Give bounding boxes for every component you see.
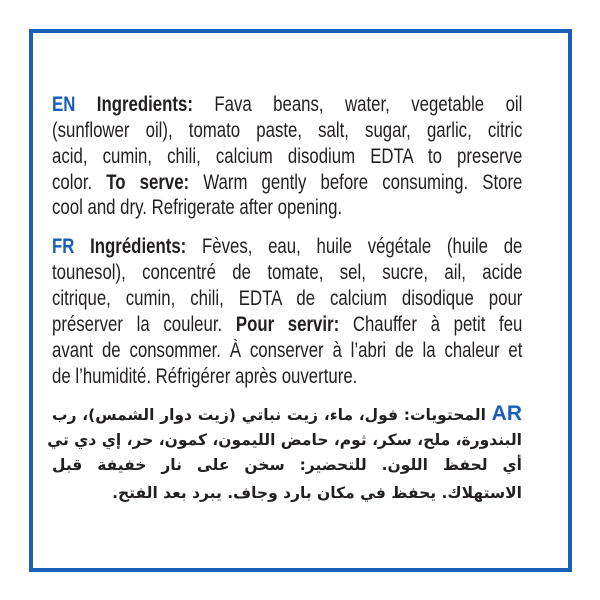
text-segment: préserver la couleur.: [52, 313, 236, 336]
text-segment: المحتويات: فول، ماء، زيت نباتي (زيت دوار الشمس)، رب: [52, 406, 486, 424]
fr-text-line: [52, 260, 522, 286]
section-heading: Ingrédients:: [90, 235, 187, 258]
fr-text-line: [52, 364, 522, 390]
section-heading: Pour servir:: [235, 313, 340, 336]
text-segment: color.: [52, 171, 107, 194]
fr-text-line: [52, 338, 522, 364]
en-text-line: [52, 170, 522, 196]
text-segment: cool and dry. Refrigerate after opening.: [52, 196, 343, 219]
text-segment: de l’humidité. Réfrigérer après ouverture.: [52, 365, 358, 388]
fr-text-line: [52, 312, 522, 338]
section-heading: Ingredients:: [96, 93, 193, 116]
text-segment: citrique, cumin, chili, EDTA de calcium disodique pour: [52, 287, 523, 310]
fr-text-line: [52, 234, 522, 260]
text-segment: أي لحفظ اللون. للتحضير: سخن على نار خفيفة قبل: [52, 456, 522, 474]
en-language-code: EN: [52, 93, 76, 116]
ar-text-line: [47, 427, 522, 454]
en-text-line: [52, 118, 522, 144]
fr-text-line: [52, 286, 522, 312]
en-text-line: [52, 144, 522, 170]
en-text-line: [52, 195, 522, 221]
ar-text-line: [52, 480, 522, 507]
fr-language-code: FR: [52, 235, 75, 258]
text-segment: acid, cumin, chili, calcium disodium EDTA to preserve: [52, 145, 523, 168]
text-segment: الاستهلاك. يحفظ في مكان بارد وجاف. يبرد بعد الفتح.: [112, 484, 522, 502]
ar-text-line: [52, 452, 522, 479]
section-heading: To serve:: [106, 171, 190, 194]
en-text-line: [52, 92, 522, 118]
text-segment: Fava beans, water, vegetable oil: [192, 93, 523, 116]
text-segment: Warm gently before consuming. Store: [189, 171, 523, 194]
ar-text-line: [52, 400, 522, 427]
text-segment: البندورة، ملح، سكر، ثوم، حامض الليمون، كمون، حر، إي دي تي: [47, 431, 522, 449]
text-segment: avant de consommer. À conserver à l’abri de la chaleur et: [52, 339, 523, 362]
text-segment: Fèves, eau, huile végétale (huile de: [186, 235, 523, 258]
text-segment: (sunflower oil), tomato paste, salt, sugar, garlic, citric: [52, 119, 523, 142]
ar-language-code: AR: [491, 402, 522, 425]
text-segment: tounesol), concentré de tomate, sel, sucre, ail, acide: [52, 261, 523, 284]
text-segment: Chauffer à petit feu: [339, 313, 523, 336]
